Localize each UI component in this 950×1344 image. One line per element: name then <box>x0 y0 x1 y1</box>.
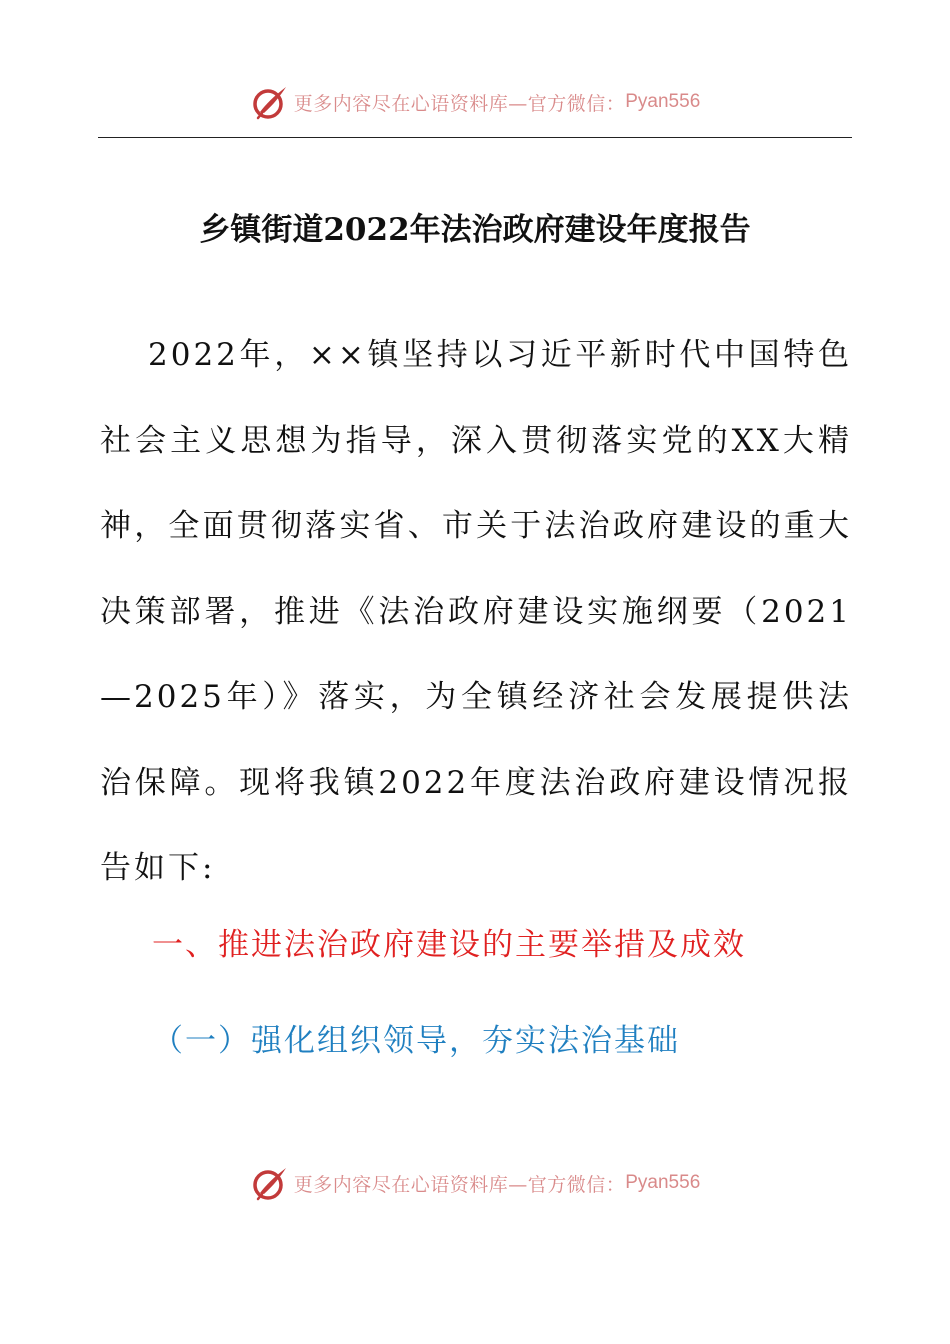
document-title: 乡镇街道2022年法治政府建设年度报告 <box>199 212 751 248</box>
intro-paragraph: 2022年，××镇坚持以习近平新时代中国特色社会主义思想为指导，深入贯彻落实党的XX大精神，全面贯彻落实省、市关于法治政府建设的重大决策部署，推进《法治政府建设实施纲要（2021—2025年）》落实，为全镇经济社会发展提供法治保障。现将我镇2022年度法治政府建设情况报告如下: <box>100 337 852 886</box>
quill-ink-logo-icon <box>250 1163 290 1203</box>
watermark-text: 更多内容尽在心语资料库—官方微信： <box>293 92 626 115</box>
section-heading: 一、推进法治政府建设的主要举措及成效 <box>152 927 746 963</box>
watermark-wechat-id: Pyan556 <box>625 1172 701 1193</box>
footer-watermark <box>0 1163 950 1203</box>
header-watermark <box>0 82 950 122</box>
subsection-heading: （一）强化组织领导，夯实法治基础 <box>152 1023 680 1059</box>
watermark-wechat-id: Pyan556 <box>625 91 701 112</box>
quill-ink-logo-icon <box>250 82 290 122</box>
watermark-text: 更多内容尽在心语资料库—官方微信： <box>293 1173 626 1196</box>
header-divider <box>98 137 852 138</box>
